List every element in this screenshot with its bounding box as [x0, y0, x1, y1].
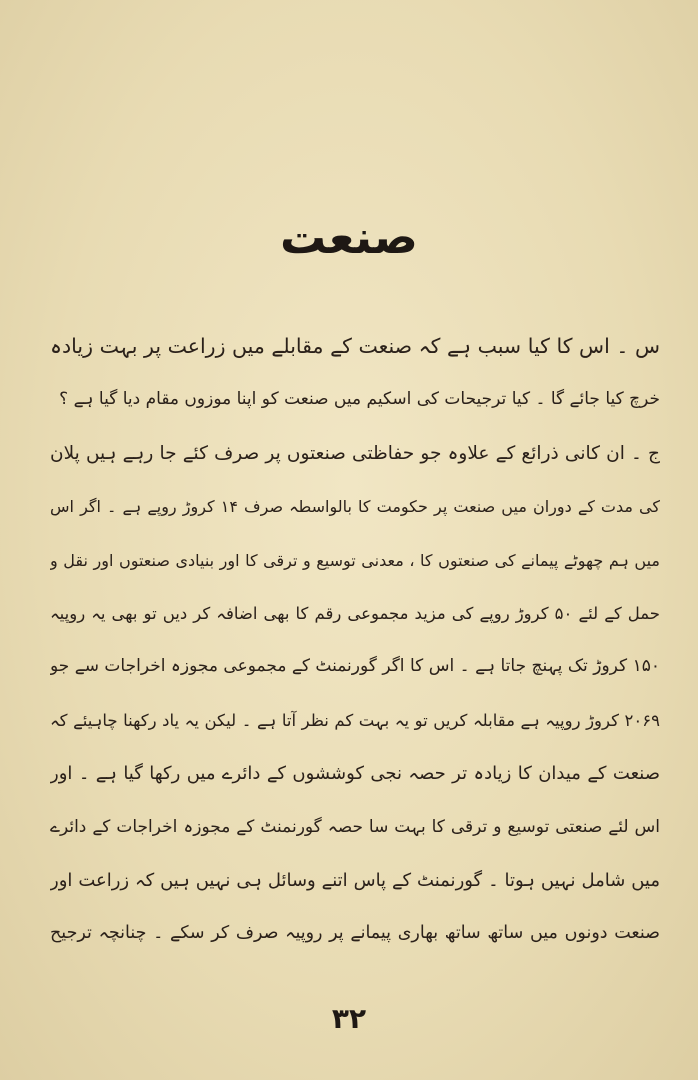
text-line: اس لئے صنعتی توسیع و ترقی کا بہت سا حصہ گورنمنٹ کے مجوزہ اخراجات کے دائرے	[50, 816, 660, 837]
text-line: خرچ کیا جائے گا ۔ کیا ترجیحات کی اسکیم میں صنعت کو اپنا موزوں مقام دیا گیا ہے ؟	[59, 389, 660, 410]
text-line: ۲۰۶۹ کروڑ روپیہ ہے مقابلہ کریں تو یہ بہت کم نظر آتا ہے ۔ لیکن یہ یاد رکھنا چاہیئے کہ	[50, 710, 660, 730]
text-line: صنعت کے میدان کا زیادہ تر حصہ نجی کوششوں کے دائرے میں رکھا گیا ہے ۔ اور	[50, 763, 660, 785]
text-line: میں ہم چھوٹے پیمانے کی صنعتوں کا ، معدنی توسیع و ترقی کا اور بنیادی صنعتوں اور نقل و	[50, 550, 660, 570]
body-text	[50, 320, 660, 961]
text-line: حمل کے لئے ۵۰ کروڑ روپے کی مزید مجموعی رقم کا بھی اضافہ کر دیں تو بھی یہ روپیہ	[50, 603, 660, 623]
text-line: ۱۵۰ کروڑ تک پہنچ جاتا ہے ۔ اس کا اگر گورنمنٹ کے مجموعی مجوزہ اخراجات سے جو	[50, 656, 660, 677]
text-line: میں شامل نہیں ہوتا ۔ گورنمنٹ کے پاس اتنے وسائل ہی نہیں ہیں کہ زراعت اور	[50, 869, 660, 891]
chapter-heading: صنعت	[280, 210, 418, 264]
page-number: ۳۲	[331, 1002, 367, 1035]
text-line: ج ۔ ان کانی ذرائع کے علاوہ جو حفاظتی صنعتوں پر صرف کئے جا رہے ہیں پلان	[50, 442, 660, 464]
text-line: صنعت دونوں میں ساتھ ساتھ بھاری پیمانے پر روپیہ صرف کر سکے ۔ چنانچہ ترجیح	[50, 923, 660, 944]
text-line: کی مدت کے دوران میں صنعت پر حکومت کا بالواسطہ صرف ۱۴ کروڑ روپے ہے ۔ اگر اس	[50, 497, 660, 517]
text-line: س ۔ اس کا کیا سبب ہے کہ صنعت کے مقابلے میں زراعت پر بہت زیادہ	[50, 334, 660, 358]
